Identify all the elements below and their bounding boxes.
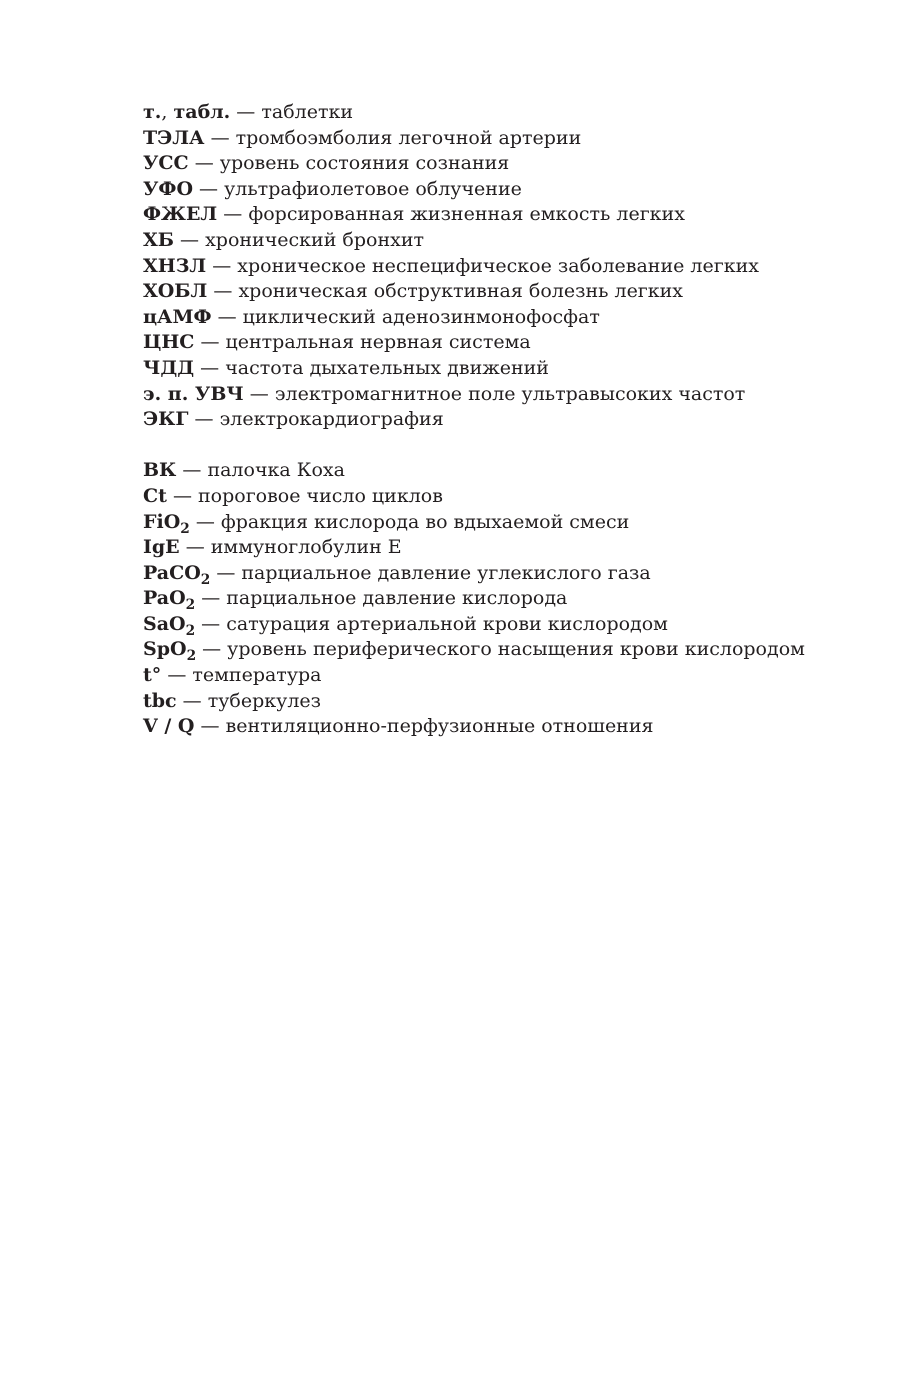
dash-separator: — <box>210 561 242 584</box>
abbreviation-term: SaO <box>143 612 186 635</box>
abbreviation-entry <box>143 202 843 228</box>
dash-separator: — <box>166 484 198 507</box>
dash-separator: — <box>194 331 226 354</box>
group-spacer <box>143 433 843 459</box>
abbreviation-entry <box>143 279 843 305</box>
abbreviation-entry <box>143 126 843 152</box>
abbreviation-definition: таблетки <box>261 101 354 123</box>
dash-separator: — <box>207 280 239 303</box>
abbreviation-definition: хронический бронхит <box>205 228 425 251</box>
abbreviation-entry <box>143 637 843 663</box>
abbreviation-definition: уровень состояния сознания <box>219 152 510 175</box>
abbreviation-term: т. <box>143 101 162 123</box>
abbreviation-term: t° <box>143 664 162 687</box>
abbreviation-definition: иммуноглобулин Е <box>210 536 402 559</box>
abbreviation-definition: пороговое число циклов <box>198 484 443 507</box>
abbreviation-definition: электромагнитное поле ультравысоких частот <box>274 382 746 405</box>
dash-separator: — <box>194 356 226 379</box>
abbreviation-definition: парциальное давление кислорода <box>226 587 568 610</box>
abbreviation-entry <box>143 510 843 536</box>
dash-separator: — <box>195 612 227 635</box>
abbreviation-term: табл. <box>173 101 231 123</box>
abbreviation-subscript: 2 <box>185 597 196 614</box>
abbreviation-definition: ультрафиолетовое облучение <box>224 177 522 200</box>
abbreviation-term: ЦНС <box>143 331 195 354</box>
abbreviation-definition: фракция кислорода во вдыхаемой смеси <box>220 510 630 533</box>
abbreviation-entry <box>143 305 843 331</box>
dash-separator: — <box>189 510 221 533</box>
dash-separator: — <box>188 408 220 431</box>
abbreviation-definition: частота дыхательных движений <box>225 356 549 379</box>
abbreviation-term: ВК <box>143 459 177 482</box>
dash-separator: — <box>173 228 206 251</box>
dash-separator: — <box>195 587 227 610</box>
abbreviation-entry <box>143 689 843 715</box>
abbreviation-definition: циклический аденозинмонофосфат <box>242 305 600 328</box>
abbreviation-term: SpO <box>143 638 187 661</box>
abbreviation-term: ТЭЛА <box>143 126 205 149</box>
abbreviation-entry <box>143 382 843 408</box>
abbreviation-subscript: 2 <box>186 648 197 665</box>
dash-separator: — <box>243 382 275 405</box>
abbreviation-entry <box>143 228 843 254</box>
abbreviation-term: tbc <box>143 689 177 712</box>
abbreviation-definition: парциальное давление углекислого газа <box>241 561 651 584</box>
abbreviation-entry <box>143 561 843 587</box>
abbreviation-definition: хроническая обструктивная болезнь легких <box>238 280 684 303</box>
abbreviation-definition: форсированная жизненная емкость легких <box>248 203 685 226</box>
abbreviation-term: Ct <box>143 484 167 507</box>
abbreviation-term: V / Q <box>143 715 195 738</box>
dash-separator: — <box>194 715 226 738</box>
dash-separator: — <box>230 101 262 123</box>
dash-separator: — <box>176 459 208 482</box>
abbreviation-term: PaO <box>143 587 186 610</box>
dash-separator: — <box>217 203 249 226</box>
abbreviation-definition: вентиляционно-перфузионные отношения <box>225 715 654 738</box>
abbreviation-definition: сатурация артериальной крови кислородом <box>226 612 668 635</box>
abbreviation-term: ХБ <box>143 228 174 251</box>
abbreviation-subscript: 2 <box>180 520 190 537</box>
dash-separator: — <box>204 126 236 149</box>
abbreviation-definition: центральная нервная система <box>225 331 531 354</box>
abbreviation-term: УФО <box>143 177 193 200</box>
abbreviation-term: УСС <box>143 152 189 175</box>
abbreviation-entry <box>143 612 843 638</box>
abbreviation-list-russian <box>143 100 843 433</box>
abbreviation-entry <box>143 458 843 484</box>
dash-separator: — <box>206 254 238 277</box>
abbreviation-definition: электрокардиография <box>219 408 444 431</box>
abbreviation-entry <box>143 177 843 203</box>
abbreviation-term: ХНЗЛ <box>143 254 207 277</box>
abbreviation-definition: температура <box>192 664 322 687</box>
abbreviation-entry <box>143 535 843 561</box>
abbreviation-entry <box>143 407 843 433</box>
abbreviation-definition: туберкулез <box>207 689 322 712</box>
abbreviation-punctuation: , <box>161 101 174 123</box>
dash-separator: — <box>179 536 211 559</box>
abbreviation-subscript: 2 <box>185 622 196 639</box>
abbreviation-definition: хроническое неспецифическое заболевание легких <box>237 254 759 277</box>
abbreviation-term: ФЖЕЛ <box>143 203 218 226</box>
abbreviation-term: FiO <box>143 510 181 533</box>
abbreviation-subscript: 2 <box>200 571 211 588</box>
abbreviation-term: IgE <box>143 536 180 559</box>
abbreviation-entry <box>143 663 843 689</box>
abbreviation-term: ХОБЛ <box>143 280 208 303</box>
dash-separator: — <box>176 689 208 712</box>
dash-separator: — <box>188 152 220 175</box>
abbreviation-definition: палочка Коха <box>207 459 345 482</box>
abbreviation-entry <box>143 100 843 126</box>
dash-separator: — <box>193 177 225 200</box>
abbreviation-entry <box>143 484 843 510</box>
abbreviation-term: PaCO <box>143 561 201 584</box>
dash-separator: — <box>211 305 243 328</box>
abbreviation-entry <box>143 714 843 740</box>
abbreviation-term: ЧДД <box>143 356 195 379</box>
dash-separator: — <box>161 664 193 687</box>
abbreviation-definition: уровень периферического насыщения крови кислородом <box>227 638 805 661</box>
abbreviation-definition: тромбоэмболия легочной артерии <box>235 126 582 149</box>
abbreviation-entry <box>143 586 843 612</box>
abbreviation-entry <box>143 254 843 280</box>
abbreviation-entry <box>143 330 843 356</box>
abbreviation-list-latin <box>143 458 843 740</box>
abbreviation-entry <box>143 356 843 382</box>
abbreviation-term: цАМФ <box>143 305 212 328</box>
abbreviation-entry <box>143 151 843 177</box>
abbreviation-term: ЭКГ <box>143 408 189 431</box>
dash-separator: — <box>196 638 228 661</box>
abbreviation-term: э. п. УВЧ <box>143 382 244 405</box>
abbreviation-page <box>143 100 843 740</box>
